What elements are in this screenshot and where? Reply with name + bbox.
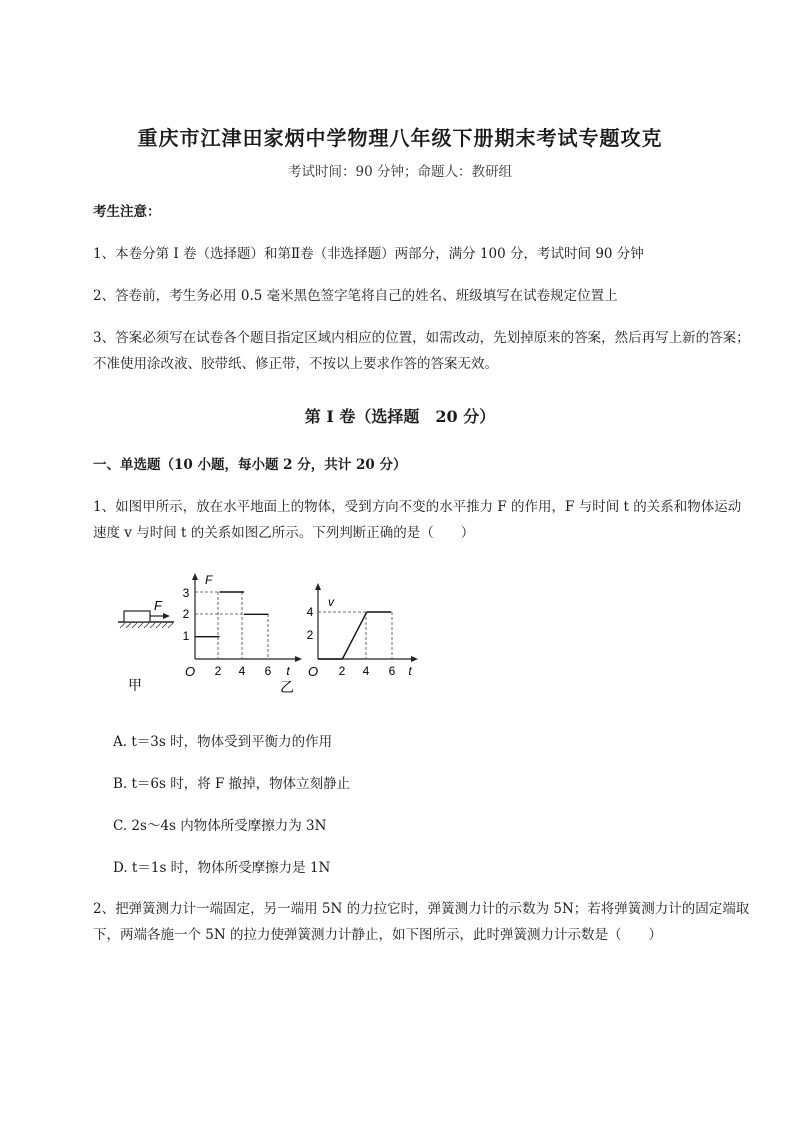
block [124, 611, 150, 622]
f-tick-2: 2 [182, 607, 190, 621]
v-tick-2: 2 [306, 628, 314, 642]
part-heading: 一、单选题（10 小题，每小题 2 分，共计 20 分） [93, 457, 407, 473]
f-t-origin: O [184, 664, 196, 679]
page-title: 重庆市江津田家炳中学物理八年级下册期末考试专题攻克 [137, 126, 663, 150]
exam-info: 考试时间：90 分钟；命题人：教研组 [288, 164, 512, 180]
v-t-x-label: t [408, 664, 412, 678]
v-tick-4: 4 [306, 605, 314, 619]
f-t-graph [183, 573, 302, 695]
notice-item-3: 3、答案必须写在试卷各个题目指定区域内相应的位置，如需改动，先划掉原来的答案，然后再写上新的答案；不准使用涂改液、胶带纸、修正带，不按以上要求作答的答案无效。 [93, 330, 750, 372]
v-t-tick-6: 6 [388, 664, 396, 678]
force-label: F [154, 598, 162, 613]
v-t-series [318, 612, 391, 659]
question-1-figure [110, 566, 420, 696]
label-jia: 甲 [128, 677, 142, 693]
f-tick-3: 3 [182, 586, 190, 600]
f-t-tick-2: 2 [214, 664, 222, 678]
v-t-graph [307, 583, 418, 679]
label-yi: 乙 [280, 679, 294, 695]
notice-item-2: 2、答卷前，考生务必用 0.5 毫米黑色签字笔将自己的姓名、班级填写在试卷规定位置上 [93, 288, 618, 304]
f-t-x-label: t [286, 664, 290, 678]
v-t-origin: O [307, 664, 319, 679]
question-1-option-b[interactable]: B. t＝6s 时，将 F 撤掉，物体立刻静止 [113, 776, 351, 792]
v-t-tick-4: 4 [362, 664, 370, 678]
notice-heading: 考生注意： [93, 204, 161, 220]
f-tick-1: 1 [182, 629, 190, 643]
notice-item-1: 1、本卷分第 I 卷（选择题）和第Ⅱ卷（非选择题）两部分，满分 100 分，考试时间 90 分钟 [93, 246, 644, 262]
figure-jia [118, 598, 174, 693]
v-t-y-label: v [328, 595, 334, 609]
v-t-segment [342, 612, 366, 659]
f-t-guides [195, 592, 268, 659]
v-t-tick-2: 2 [338, 664, 346, 678]
question-1-stem: 1、如图甲所示，放在水平地面上的物体，受到方向不变的水平推力 F 的作用，F 与时间 t 的关系和物体运动速度 v 与时间 t 的关系如图乙所示。下列判断正确的是（ ） [93, 499, 742, 541]
force-arrowhead [163, 613, 170, 619]
v-t-y-arrow [315, 583, 321, 590]
f-t-tick-6: 6 [264, 664, 272, 678]
f-t-x-arrow [295, 656, 302, 662]
ground-hatch [120, 623, 173, 628]
f-t-tick-4: 4 [238, 664, 246, 678]
question-1-option-d[interactable]: D. t＝1s 时，物体所受摩擦力是 1N [113, 860, 331, 876]
f-t-y-label: F [205, 573, 213, 587]
question-1-option-a[interactable]: A. t＝3s 时，物体受到平衡力的作用 [113, 734, 333, 750]
question-1-option-c[interactable]: C. 2s～4s 内物体所受摩擦力为 3N [113, 818, 327, 834]
v-t-x-arrow [411, 656, 418, 662]
question-2-stem: 2、把弹簧测力计一端固定，另一端用 5N 的力拉它时，弹簧测力计的示数为 5N；若将弹簧测力计的固定端取下，两端各施一个 5N 的拉力使弹簧测力计静止，如下图所示，此时弹簧测力计示数是（ ） [93, 901, 750, 943]
section-title: 第 I 卷（选择题 20 分） [304, 407, 496, 426]
f-t-y-arrow [192, 573, 198, 580]
